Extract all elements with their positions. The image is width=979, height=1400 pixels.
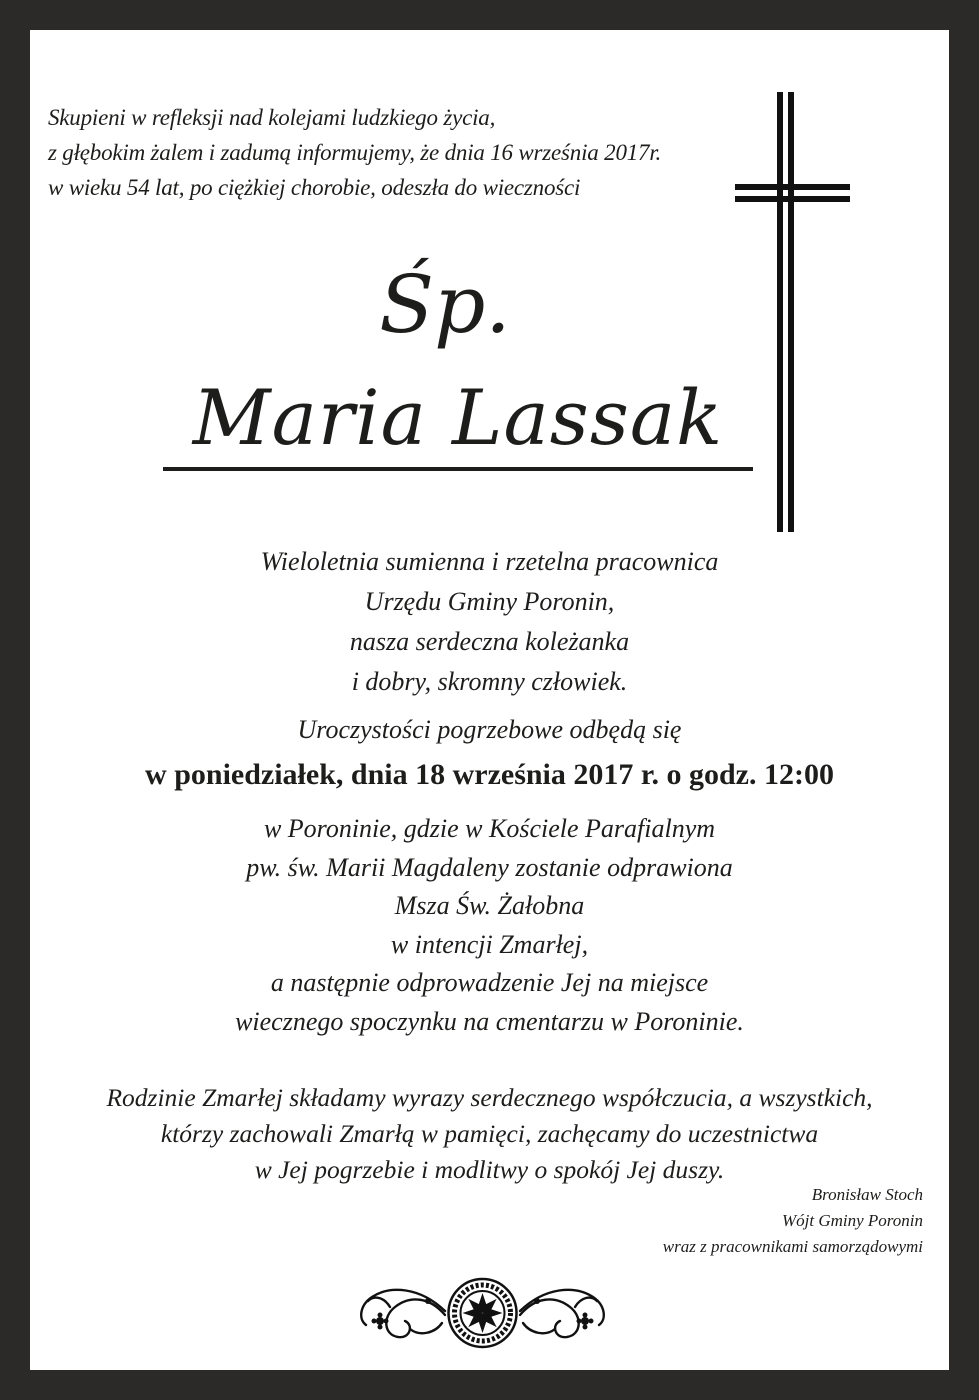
description-line: nasza serdeczna koleżanka xyxy=(349,627,630,656)
funeral-date: w poniedziałek, dnia 18 września 2017 r. o godz. 12:00 xyxy=(145,758,834,791)
deceased-prefix: Śp. xyxy=(379,258,511,351)
folk-rosette-ornament-icon xyxy=(350,1267,615,1352)
funeral-line: wiecznego spoczynku na cmentarzu w Poroninie. xyxy=(235,1006,744,1036)
description-line: i dobry, skromny człowiek. xyxy=(351,667,628,696)
description-text xyxy=(30,542,949,702)
condolences-line: w Jej pogrzebie i modlitwy o spokój Jej duszy. xyxy=(254,1155,725,1184)
funeral-line: a następnie odprowadzenie Jej na miejsce xyxy=(270,968,709,997)
intro-line: Skupieni w refleksji nad kolejami ludzkiego życia, xyxy=(48,105,496,130)
obituary-sheet xyxy=(30,30,949,1370)
funeral-details xyxy=(30,810,949,1041)
condolences-line: którzy zachowali Zmarłą w pamięci, zachęcamy do uczestnictwa xyxy=(160,1119,819,1148)
funeral-line: Msza Św. Żałobna xyxy=(394,891,585,920)
deceased-name: Maria Lassak xyxy=(163,370,753,471)
signature-block xyxy=(663,1182,923,1260)
condolences-text xyxy=(30,1080,949,1188)
signature-line: wraz z pracownikami samorządowymi xyxy=(662,1237,923,1256)
signature-line: Wójt Gminy Poronin xyxy=(781,1211,923,1230)
funeral-heading: Uroczystości pogrzebowe odbędą się xyxy=(297,715,682,744)
description-line: Wieloletnia sumienna i rzetelna pracownica xyxy=(260,547,719,576)
intro-text xyxy=(48,100,788,205)
description-line: Urzędu Gminy Poronin, xyxy=(364,587,615,616)
funeral-line: pw. św. Marii Magdaleny zostanie odprawiona xyxy=(246,852,733,882)
signature-line: Bronisław Stoch xyxy=(811,1185,923,1204)
funeral-line: w Poroninie, gdzie w Kościele Parafialnym xyxy=(263,814,716,843)
intro-line: w wieku 54 lat, po ciężkiej chorobie, odeszła do wieczności xyxy=(48,175,581,200)
intro-line: z głębokim żalem i zadumą informujemy, że dnia 16 września 2017r. xyxy=(48,140,662,165)
funeral-line: w intencji Zmarłej, xyxy=(390,929,589,959)
condolences-line: Rodzinie Zmarłej składamy wyrazy serdecznego współczucia, a wszystkich, xyxy=(106,1083,873,1112)
